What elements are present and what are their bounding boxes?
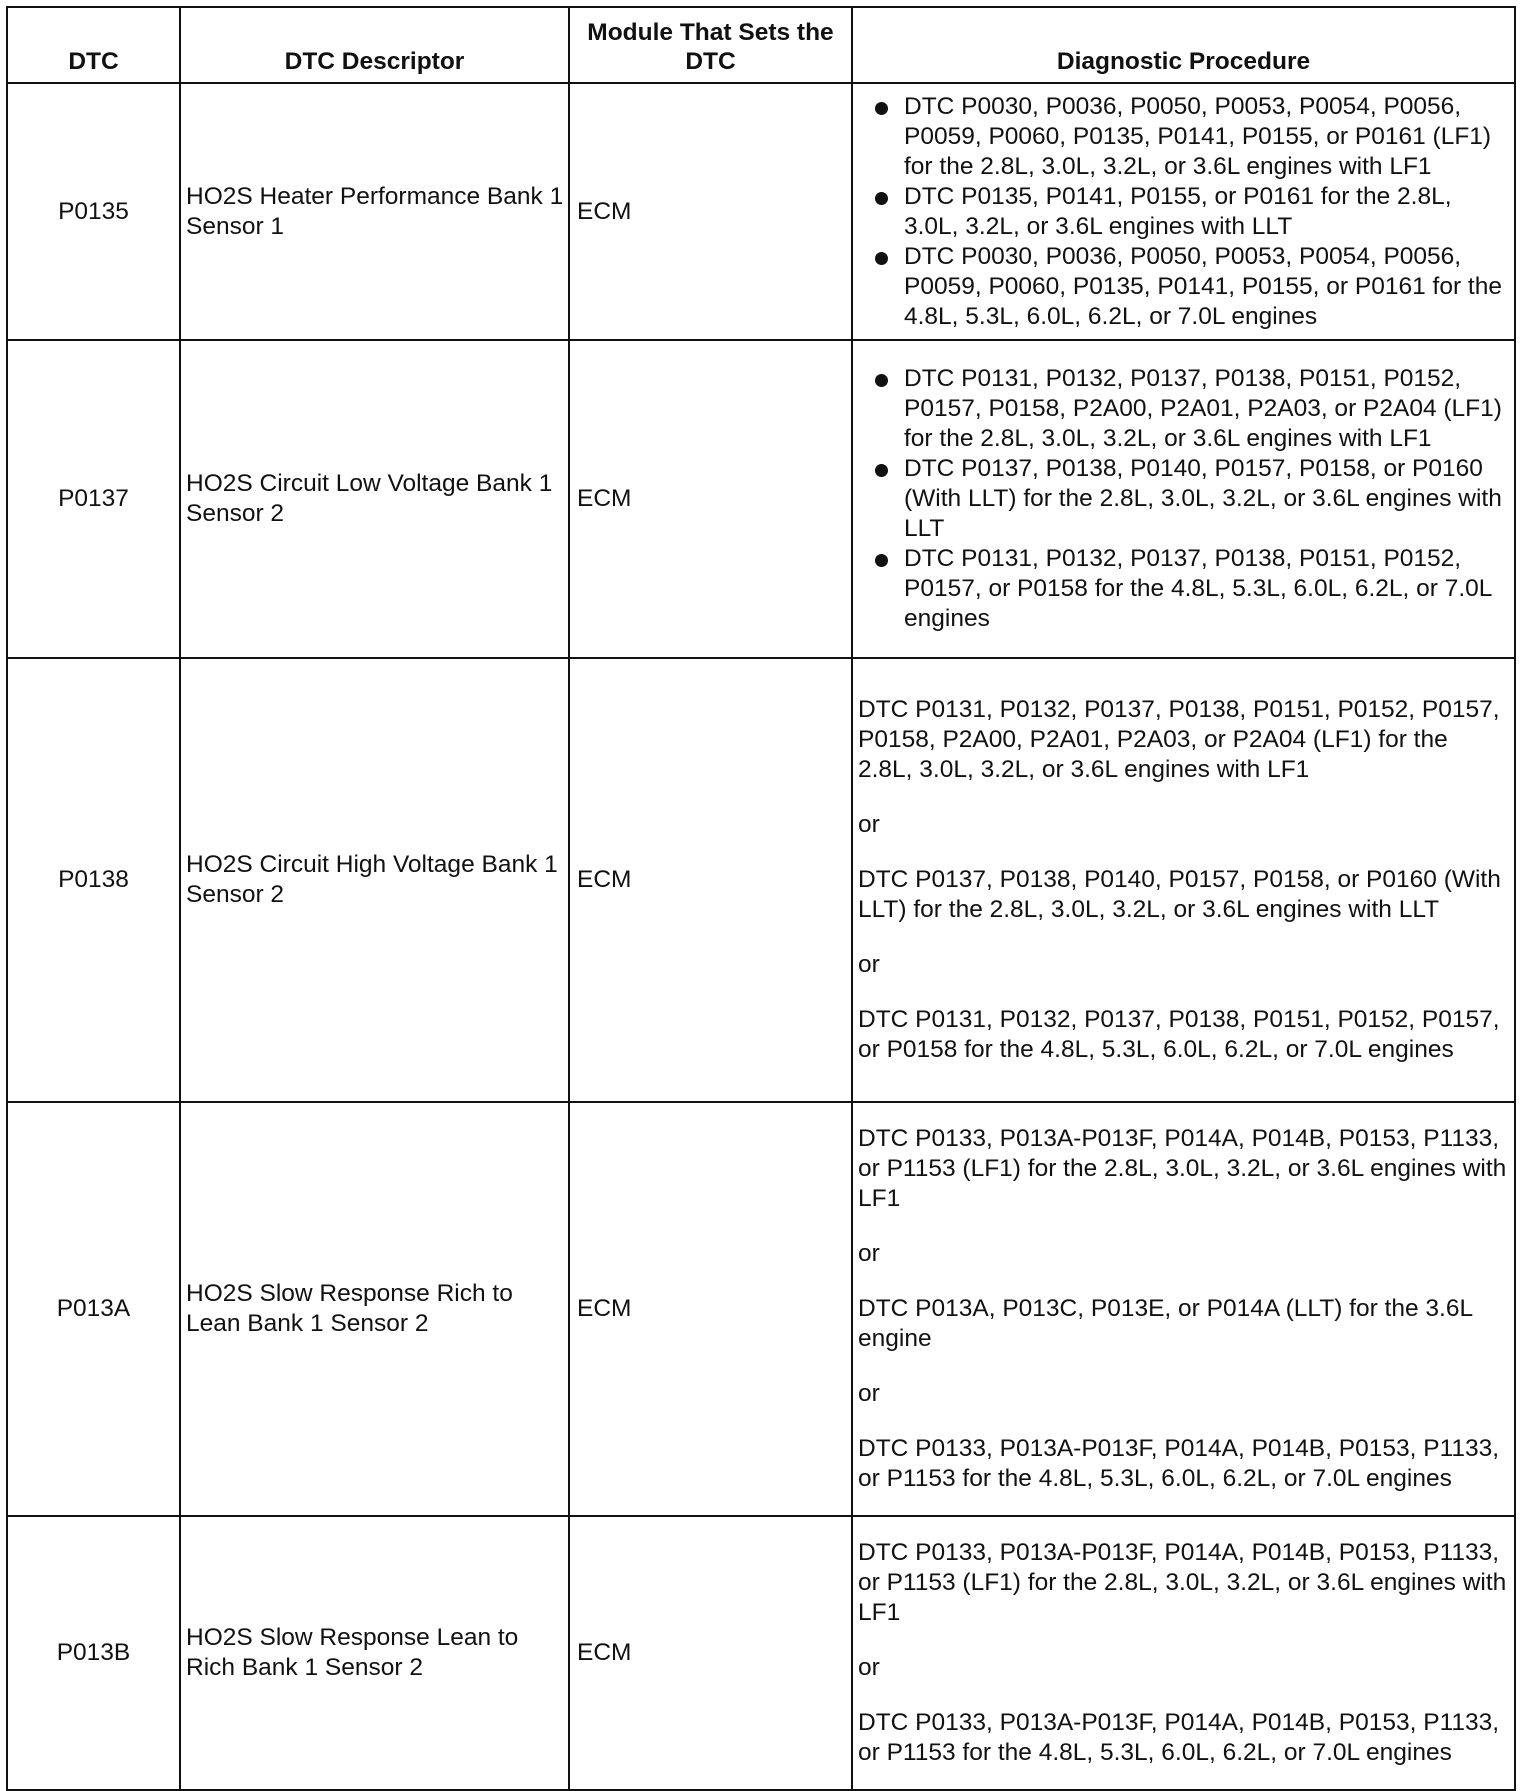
dtc-module: ECM: [569, 1516, 852, 1790]
table-header-row: [7, 7, 1515, 83]
diagnostic-procedure: [852, 340, 1515, 658]
table-row: [7, 1102, 1515, 1516]
dtc-table: [6, 6, 1516, 1791]
procedure-bullet: DTC P0135, P0141, P0155, or P0161 for the 2.8L, 3.0L, 3.2L, or 3.6L engines with LLT: [904, 182, 1508, 242]
procedure-bullet: DTC P0131, P0132, P0137, P0138, P0151, P0152, P0157, P0158, P2A00, P2A01, P2A03, or P2A04 (LF1) for the 2.8L, 3.0L, 3.2L, or 3.6L engines with LF1: [904, 364, 1508, 454]
diagnostic-procedure: [852, 1516, 1515, 1790]
procedure-bullet: DTC P0131, P0132, P0137, P0138, P0151, P0152, P0157, or P0158 for the 4.8L, 5.3L, 6.0L, 6.2L, or 7.0L engines: [904, 544, 1508, 634]
dtc-descriptor: HO2S Heater Performance Bank 1 Sensor 1: [180, 83, 569, 340]
dtc-descriptor: HO2S Circuit High Voltage Bank 1 Sensor 2: [180, 658, 569, 1102]
procedure-or: or: [858, 1380, 880, 1407]
procedure-bullet: DTC P0030, P0036, P0050, P0053, P0054, P0056, P0059, P0060, P0135, P0141, P0155, or P0161 (LF1) for the 2.8L, 3.0L, 3.2L, or 3.6L engines with LF1: [904, 92, 1508, 182]
dtc-descriptor: HO2S Slow Response Rich to Lean Bank 1 Sensor 2: [180, 1102, 569, 1516]
diagnostic-procedure: [852, 83, 1515, 340]
diagnostic-procedure: [852, 658, 1515, 1102]
dtc-module: ECM: [569, 1102, 852, 1516]
dtc-code: P013B: [7, 1516, 180, 1790]
dtc-code: P0138: [7, 658, 180, 1102]
header-dtc: DTC: [7, 7, 180, 83]
dtc-descriptor: HO2S Circuit Low Voltage Bank 1 Sensor 2: [180, 340, 569, 658]
dtc-code: P0135: [7, 83, 180, 340]
procedure-paragraph: DTC P0133, P013A-P013F, P014A, P014B, P0153, P1133, or P1153 (LF1) for the 2.8L, 3.0L, 3.2L, or 3.6L engines with LF1: [858, 1125, 1507, 1212]
table-row: [7, 340, 1515, 658]
procedure-paragraph: DTC P0131, P0132, P0137, P0138, P0151, P0152, P0157, or P0158 for the 4.8L, 5.3L, 6.0L, 6.2L, or 7.0L engines: [858, 1006, 1500, 1063]
dtc-code: P0137: [7, 340, 180, 658]
table-row: [7, 658, 1515, 1102]
procedure-paragraph: DTC P0133, P013A-P013F, P014A, P014B, P0153, P1133, or P1153 for the 4.8L, 5.3L, 6.0L, 6.2L, or 7.0L engines: [858, 1709, 1500, 1766]
procedure-bullet-list: [858, 92, 1508, 332]
procedure-paragraph: DTC P0133, P013A-P013F, P014A, P014B, P0153, P1133, or P1153 for the 4.8L, 5.3L, 6.0L, 6.2L, or 7.0L engines: [858, 1435, 1500, 1492]
dtc-code: P013A: [7, 1102, 180, 1516]
dtc-module: ECM: [569, 83, 852, 340]
procedure-bullet: DTC P0030, P0036, P0050, P0053, P0054, P0056, P0059, P0060, P0135, P0141, P0155, or P0161 for the 4.8L, 5.3L, 6.0L, 6.2L, or 7.0L engines: [904, 242, 1508, 332]
header-procedure: Diagnostic Procedure: [852, 7, 1515, 83]
header-descriptor: DTC Descriptor: [180, 7, 569, 83]
diagnostic-procedure: [852, 1102, 1515, 1516]
procedure-paragraph: DTC P0131, P0132, P0137, P0138, P0151, P0152, P0157, P0158, P2A00, P2A01, P2A03, or P2A04 (LF1) for the 2.8L, 3.0L, 3.2L, or 3.6L engines with LF1: [858, 696, 1500, 783]
procedure-paragraph: DTC P0133, P013A-P013F, P014A, P014B, P0153, P1133, or P1153 (LF1) for the 2.8L, 3.0L, 3.2L, or 3.6L engines with LF1: [858, 1539, 1507, 1626]
dtc-module: ECM: [569, 658, 852, 1102]
table-row: [7, 83, 1515, 340]
procedure-paragraph: DTC P0137, P0138, P0140, P0157, P0158, or P0160 (With LLT) for the 2.8L, 3.0L, 3.2L, or 3.6L engines with LLT: [858, 866, 1501, 923]
procedure-or: or: [858, 1240, 880, 1267]
procedure-or: or: [858, 1654, 880, 1681]
procedure-or: or: [858, 951, 880, 978]
dtc-module: ECM: [569, 340, 852, 658]
procedure-or: or: [858, 811, 880, 838]
document-page: [6, 6, 1514, 1791]
procedure-bullet: DTC P0137, P0138, P0140, P0157, P0158, or P0160 (With LLT) for the 2.8L, 3.0L, 3.2L, or 3.6L engines with LLT: [904, 454, 1508, 544]
header-module: Module That Sets the DTC: [569, 7, 852, 83]
procedure-paragraph: DTC P013A, P013C, P013E, or P014A (LLT) for the 3.6L engine: [858, 1295, 1473, 1352]
dtc-descriptor: HO2S Slow Response Lean to Rich Bank 1 Sensor 2: [180, 1516, 569, 1790]
table-row: [7, 1516, 1515, 1790]
procedure-bullet-list: [858, 364, 1508, 634]
